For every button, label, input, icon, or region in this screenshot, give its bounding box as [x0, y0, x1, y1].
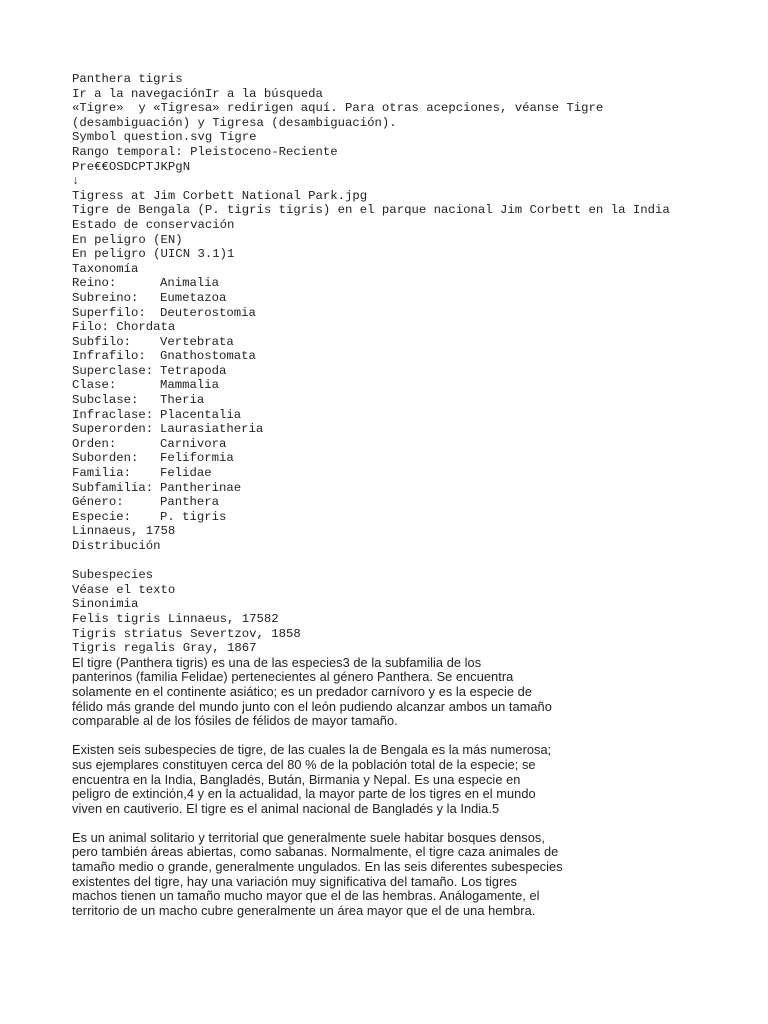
- spacer: [72, 816, 712, 831]
- taxonomy-row: [72, 320, 712, 335]
- paragraph-line: félido más grande del mundo junto con el león pudiendo alcanzar ambos un tamaño: [72, 698, 552, 714]
- symbol-question-line: Symbol question.svg Tigre: [72, 130, 257, 145]
- temporal-range-codes: Pre€€OSDCPTJKPgN: [72, 159, 191, 174]
- taxonomy-value: Pantherinae: [160, 480, 242, 495]
- taxonomy-value: P. tigris: [160, 509, 227, 524]
- infobox-header: [72, 72, 712, 276]
- taxonomy-row: [72, 466, 712, 481]
- conservation-heading: Estado de conservación: [72, 217, 235, 232]
- taxonomy-rank: Familia:: [72, 466, 132, 481]
- body-paragraph-subspecies: [72, 743, 712, 816]
- skip-links: Ir a la navegaciónIr a la búsqueda: [72, 86, 323, 101]
- taxonomy-row: [72, 451, 712, 466]
- paragraph-line: El tigre (Panthera tigris) es una de las especies3 de la subfamilia de los: [72, 654, 482, 670]
- taxonomy-value: Panthera: [160, 495, 220, 510]
- paragraph-line: solamente en el continente asiático; es un predador carnívoro y es la especie de: [72, 683, 532, 699]
- body-paragraph-behavior: [72, 831, 712, 919]
- taxonomy-value: Eumetazoa: [160, 290, 227, 305]
- paragraph-line: pero también áreas abiertas, como sabanas. Normalmente, el tigre caza animales de: [72, 844, 559, 860]
- synonymy-heading: Sinonimia: [72, 597, 139, 612]
- taxonomy-rank: Clase:: [72, 378, 117, 393]
- conservation-status-iucn: En peligro (UICN 3.1)1: [72, 247, 235, 262]
- taxonomy-row: [72, 510, 712, 525]
- taxonomy-rank: Filo: Chordata: [72, 320, 176, 335]
- subspecies-heading: Subespecies: [72, 568, 154, 583]
- down-arrow-icon: ↓: [72, 174, 80, 189]
- image-caption: Tigre de Bengala (P. tigris tigris) en el parque nacional Jim Corbett en la India: [72, 203, 670, 218]
- paragraph-line: viven en cautiverio. El tigre es el animal nacional de Bangladés y la India.5: [72, 800, 500, 816]
- taxonomy-value: Deuterostomia: [160, 305, 256, 320]
- taxonomy-row: [72, 437, 712, 452]
- taxonomy-row: [72, 408, 712, 423]
- paragraph-line: Existen seis subespecies de tigre, de las cuales la de Bengala es la más numerosa;: [72, 742, 552, 758]
- taxonomy-value: Laurasiatheria: [160, 422, 264, 437]
- conservation-status: En peligro (EN): [72, 232, 183, 247]
- taxonomy-row: [72, 276, 712, 291]
- paragraph-line: existentes del tigre, hay una variación muy significativa del tamaño. Los tigres: [72, 873, 518, 889]
- taxonomy-row: [72, 291, 712, 306]
- authority-block: [72, 524, 712, 553]
- taxonomy-value: Felidae: [160, 466, 212, 481]
- spacer: [72, 729, 712, 744]
- taxonomy-rank: Superclase:: [72, 363, 154, 378]
- paragraph-line: machos tienen un tamaño mucho mayor que el de las hembras. Análogamente, el: [72, 888, 540, 904]
- taxonomy-rank: Infraclase:: [72, 407, 154, 422]
- distribution-heading: Distribución: [72, 539, 161, 553]
- taxonomy-heading: Taxonomía: [72, 261, 139, 276]
- taxonomy-value: Feliformia: [160, 451, 234, 466]
- synonym-item: Tigris regalis Gray, 1867: [72, 641, 257, 656]
- taxonomy-rank: Infrafilo:: [72, 349, 146, 364]
- taxonomy-value: Gnathostomata: [160, 349, 256, 364]
- paragraph-line: comparable al de los fósiles de félidos de mayor tamaño.: [72, 713, 398, 729]
- synonym-item: Felis tigris Linnaeus, 17582: [72, 611, 279, 626]
- image-filename: Tigress at Jim Corbett National Park.jpg: [72, 188, 368, 203]
- taxonomy-rank: Subfilo:: [72, 334, 132, 349]
- taxonomy-value: Mammalia: [160, 378, 220, 393]
- taxonomy-row: [72, 495, 712, 510]
- taxonomy-value: Vertebrata: [160, 334, 234, 349]
- taxonomy-rank: Género:: [72, 495, 124, 510]
- paragraph-line: Es un animal solitario y territorial que generalmente suele habitar bosques densos,: [72, 829, 545, 845]
- taxonomy-value: Theria: [160, 393, 205, 408]
- paragraph-line: tamaño medio o grande, generalmente ungulados. En las seis diferentes subespecies: [72, 859, 563, 875]
- taxonomy-rank: Especie:: [72, 509, 132, 524]
- taxonomy-rank: Superfilo:: [72, 305, 146, 320]
- taxon-authority: Linnaeus, 1758: [72, 524, 176, 539]
- taxonomy-rank: Suborden:: [72, 451, 139, 466]
- redirect-note-line-2: (desambiguación) y Tigresa (desambiguación).: [72, 115, 397, 130]
- taxonomy-value: Tetrapoda: [160, 363, 227, 378]
- taxonomy-row: [72, 335, 712, 350]
- paragraph-line: territorio de un macho cubre generalmente un área mayor que el de una hembra.: [72, 902, 536, 918]
- body-paragraph-intro: [72, 656, 712, 729]
- taxonomy-row: [72, 378, 712, 393]
- paragraph-line: sus ejemplares constituyen cerca del 80 % de la población total de la especie; se: [72, 756, 536, 772]
- taxonomy-row: [72, 422, 712, 437]
- taxonomy-row: [72, 364, 712, 379]
- article-title: Panthera tigris: [72, 72, 183, 86]
- taxonomy-rank: Superorden:: [72, 422, 154, 437]
- taxonomy-value: Animalia: [160, 276, 220, 291]
- spacer: [72, 554, 712, 569]
- taxonomy-rank: Subclase:: [72, 393, 139, 408]
- paragraph-line: encuentra en la India, Bangladés, Bután, Birmania y Nepal. Es una especie en: [72, 771, 521, 787]
- taxonomy-rank: Reino:: [72, 276, 117, 291]
- taxonomy-value: Carnivora: [160, 436, 227, 451]
- taxonomy-rank: Subreino:: [72, 290, 139, 305]
- taxonomy-row: [72, 481, 712, 496]
- taxonomy-rank: Orden:: [72, 436, 117, 451]
- document-page: [72, 72, 712, 918]
- redirect-note-line-1: «Tigre» y «Tigresa» redirigen aquí. Para otras acepciones, véanse Tigre: [72, 101, 604, 116]
- taxonomy-rank: Subfamilia:: [72, 480, 154, 495]
- taxonomy-table: [72, 276, 712, 524]
- taxonomy-value: Placentalia: [160, 407, 242, 422]
- taxonomy-row: [72, 349, 712, 364]
- temporal-range: Rango temporal: Pleistoceno-Reciente: [72, 144, 338, 159]
- subspecies-block: [72, 568, 712, 656]
- paragraph-line: peligro de extinción,4 y en la actualidad, la mayor parte de los tigres en el mundo: [72, 786, 536, 802]
- taxonomy-row: [72, 393, 712, 408]
- synonym-item: Tigris striatus Severtzov, 1858: [72, 626, 301, 641]
- paragraph-line: panterinos (familia Felidae) pertenecientes al género Panthera. Se encuentra: [72, 669, 514, 685]
- taxonomy-row: [72, 306, 712, 321]
- subspecies-note: Véase el texto: [72, 582, 176, 597]
